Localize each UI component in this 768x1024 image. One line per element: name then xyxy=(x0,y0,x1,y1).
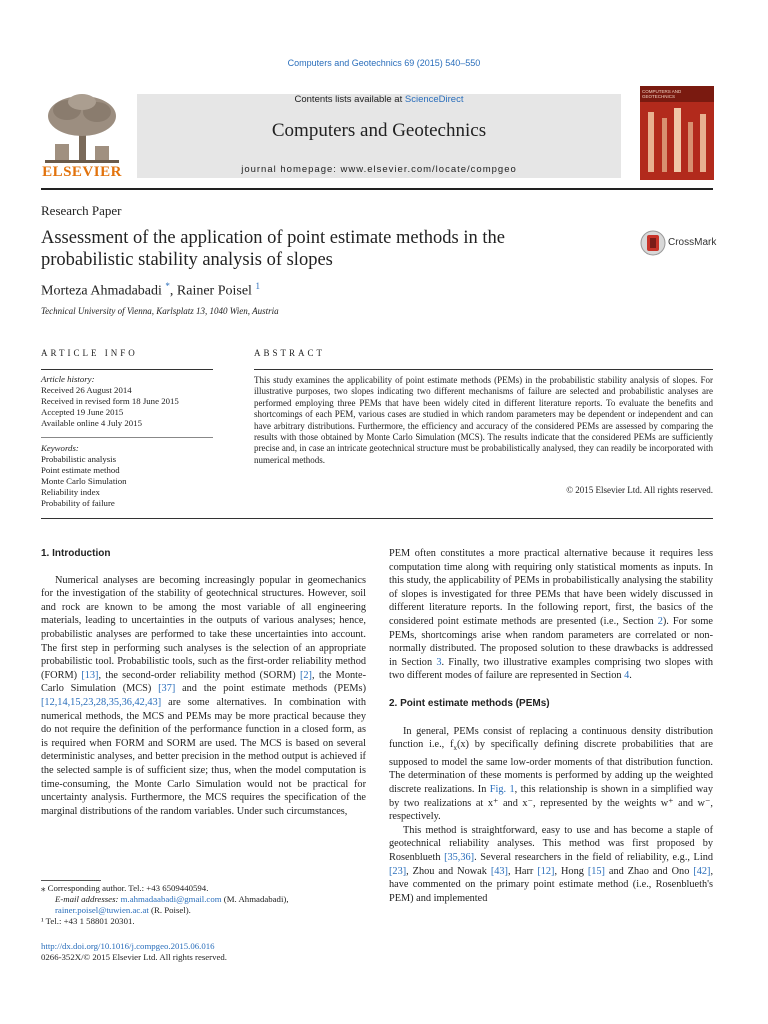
text-run: and the point estimate methods (PEMs) xyxy=(175,683,366,695)
email-owner-1: (M. Ahmadabadi), xyxy=(221,894,289,904)
abstract-text: This study examines the applicability of point estimate methods (PEMs) in the probabilistic stability analysis of slopes. For illustrative purposes, two slopes indicating two different mechanisms of failure are selected and probabilistic analyses are performed employing three PEMs that have been widely cited in different literature reports. To evaluate the benefits and shortcomings of each PEM, various cases are studied in which random parameters may be dependent or independent and can have arbitrary distributions. Furthermore, the efficiency and accuracy of the considered PEMs are assessed by comparing the results with those obtained by Monte Carlo Simulation (MCS). The results indicate that the considered PEMs are sufficiently precise and, in case an intricate geotechnical structure must be probabilistically analysed, they can readily be incorporated with numerical methods. xyxy=(254,375,713,465)
pem-heading: 2. Point estimate methods (PEMs) xyxy=(389,697,550,709)
article-info-heading: ARTICLE INFO xyxy=(41,348,138,358)
text-run: . Several researchers in the field of reliability, e.g., Lind xyxy=(474,851,714,863)
keyword: Probability of failure xyxy=(41,498,115,508)
issn-line: 0266-352X/© 2015 Elsevier Ltd. All rights reserved. xyxy=(41,952,228,962)
journal-cover-image xyxy=(640,86,714,180)
ref-link[interactable]: [15] xyxy=(587,865,605,877)
history-item: Available online 4 July 2015 xyxy=(41,418,142,428)
figure-link[interactable]: Fig. 1 xyxy=(489,783,515,795)
journal-citation-link[interactable]: Computers and Geotechnics 69 (2015) 540–550 xyxy=(287,58,481,68)
text-run: , the Monte-Carlo Simulation (MCS) xyxy=(41,669,366,695)
history-label: Article history: xyxy=(41,374,95,384)
publication-info xyxy=(41,941,371,963)
author-2: Rainer Poisel xyxy=(176,283,252,299)
keyword: Reliability index xyxy=(41,487,100,497)
text-run: This method is straightforward, easy to use and has become a staple of geotechnical reliability analyses. This method was first proposed by Rosenblueth xyxy=(389,824,713,863)
author-list xyxy=(41,281,260,300)
article-history xyxy=(41,374,221,429)
article-title: Assessment of the application of point estimate methods in the probabilistic stability analysis of slopes xyxy=(41,228,505,270)
contents-line xyxy=(137,94,621,105)
text-run: In general, PEMs consist of replacing a continuous density distribution function i.e., f xyxy=(389,725,713,751)
keywords-label: Keywords: xyxy=(41,443,79,453)
text-run: are some alternatives. In combination with numerical methods, the MCS and PEMs may be more practical because they do not require the definition of the performance function in a closed form, as is required when FORM and SORM are used. The MCS is based on several deterministic analyses, and better precision in the method output is achieved if the selected sample is of sufficient size; thus, when the model computation is time-consuming, the Monte Carlo Simulation would not be practical for uncertainty analysis. Furthermore, the MCS requires the specification of the marginal distributions of the random variables. Under such circumstances, xyxy=(41,696,366,817)
section-link[interactable]: 3 xyxy=(436,656,442,668)
abstract-rule xyxy=(254,369,713,370)
section-link[interactable]: 4 xyxy=(624,670,630,682)
intro-paragraph xyxy=(41,574,366,819)
header-rule xyxy=(41,188,713,190)
journal-homepage[interactable]: journal homepage: www.elsevier.com/locate/compgeo xyxy=(241,164,517,175)
text-run: Numerical analyses are becoming increasingly popular in geomechanics for the investigation of the stability of geotechnical structures. However, soil and rock are known to be among the most variable of all engineering materials, leading to uncertainties in the outputs of various analyses; hence, probabilistic analyses are performed to take these uncertainties into account. The first step in performing such analyses is the selection of an appropriate probabilistic tool. Probabilistic tools, such as the first-order reliability method (FORM) xyxy=(41,574,366,681)
affiliation: Technical University of Vienna, Karlsplatz 13, 1040 Wien, Austria xyxy=(41,306,279,316)
ref-link[interactable]: [23] xyxy=(389,865,407,877)
text-run: (x) by specifically defining discrete probabilities that are supposed to model the same low-order moments of that distribution function. The determination of these moments is performed by adding up the weighted discrete realizations. In xyxy=(389,739,713,795)
keyword: Monte Carlo Simulation xyxy=(41,476,127,486)
email-label: E-mail addresses: xyxy=(55,894,121,904)
abstract-copyright: © 2015 Elsevier Ltd. All rights reserved. xyxy=(566,485,713,495)
keyword: Point estimate method xyxy=(41,465,120,475)
intro-heading: 1. Introduction xyxy=(41,548,111,559)
text-run: , Hong xyxy=(554,865,588,877)
sciencedirect-link[interactable]: ScienceDirect xyxy=(404,94,464,105)
article-type: Research Paper xyxy=(41,203,122,218)
text-run: , the second-order reliability method (SORM) xyxy=(98,669,300,681)
abstract-heading: ABSTRACT xyxy=(254,348,326,358)
ref-link[interactable]: [2] xyxy=(299,669,312,681)
author-2-note[interactable]: 1 xyxy=(255,281,260,291)
keyword: Probabilistic analysis xyxy=(41,454,117,464)
text-run: , Harr xyxy=(507,865,538,877)
history-item: Received in revised form 18 June 2015 xyxy=(41,396,179,406)
text-run: . xyxy=(629,670,632,682)
history-item: Accepted 19 June 2015 xyxy=(41,407,124,417)
crossmark-label: CrossMark xyxy=(668,237,717,248)
pem-paragraph-2 xyxy=(389,824,713,906)
text-run: ). For some PEMs, shortcomings arise when random parameters are correlated or non-normally distributed. The proposed solution to these drawbacks is addressed in Section xyxy=(389,615,713,668)
journal-title: Computers and Geotechnics xyxy=(271,120,487,141)
ref-link[interactable]: [43] xyxy=(490,865,508,877)
abstract-bottom-rule xyxy=(41,518,713,519)
corresponding-author-note: ⁎ Corresponding author. Tel.: +43 6509440594. xyxy=(41,883,209,893)
article-info-rule xyxy=(41,369,213,370)
elsevier-wordmark: ELSEVIER xyxy=(42,164,122,180)
footnote-rule xyxy=(41,880,101,881)
ref-link[interactable]: [37] xyxy=(158,683,176,695)
text-run: and Zhao and Ono xyxy=(604,865,694,877)
cover-title: COMPUTERS AND GEOTECHNICS xyxy=(640,86,714,102)
text-run: PEM often constitutes a more practical alternative because it requires less computation time along with requiring only statistical moments as inputs. In this study, the applicability of PEMs in probabilistically analysing the stability of slopes is investigated for three PEMs that have been widely discussed in different literature reports. In the following report, first, the basics of the considered point estimate methods are presented (i.e., Section xyxy=(389,548,713,627)
email-link-1[interactable]: m.ahmadaabadi@gmail.com xyxy=(120,894,222,904)
left-column xyxy=(41,547,366,818)
ref-link[interactable]: [42] xyxy=(693,865,711,877)
telephone-note: ¹ Tel.: +43 1 58801 20301. xyxy=(41,916,135,926)
text-run: , this relationship is shown in a simplified way by two realizations at x⁺ and x⁻, represented by the weights w⁺ and w⁻, respectively. xyxy=(389,783,713,823)
doi-link[interactable]: http://dx.doi.org/10.1016/j.compgeo.2015.06.016 xyxy=(41,941,215,951)
text-run: , Zhou and Nowak xyxy=(406,865,491,877)
subscript: x xyxy=(453,744,457,753)
author-separator: , xyxy=(169,283,177,299)
keywords-rule xyxy=(41,437,213,438)
keywords-block xyxy=(41,443,221,509)
crossmark-badge[interactable] xyxy=(640,229,717,259)
history-item: Received 26 August 2014 xyxy=(41,385,132,395)
ref-link[interactable]: [12,14,15,23,28,35,36,42,43] xyxy=(41,696,162,708)
ref-link[interactable]: [12] xyxy=(537,865,555,877)
right-column xyxy=(389,547,713,905)
email-link-2[interactable]: rainer.poisel@tuwien.ac.at xyxy=(55,905,149,915)
ref-link[interactable]: [13] xyxy=(81,669,99,681)
contents-prefix: Contents lists available at xyxy=(294,94,405,105)
text-run: . Finally, two illustrative examples comprising two slopes with two different modes of failure are represented in Section xyxy=(389,656,713,682)
email-owner-2: (R. Poisel). xyxy=(148,905,191,915)
author-1-note[interactable]: * xyxy=(165,281,170,291)
intro-continuation xyxy=(389,547,713,683)
footnotes xyxy=(41,883,371,927)
section-link[interactable]: 2 xyxy=(657,615,663,627)
pem-paragraph-1 xyxy=(389,725,713,824)
text-run: , have commented on the primary point estimate method (i.e., Rosenblueth's PEM) and implemented xyxy=(389,865,714,904)
author-1: Morteza Ahmadabadi xyxy=(41,283,162,299)
ref-link[interactable]: [35,36] xyxy=(444,851,475,863)
crossmark-icon xyxy=(640,229,666,257)
